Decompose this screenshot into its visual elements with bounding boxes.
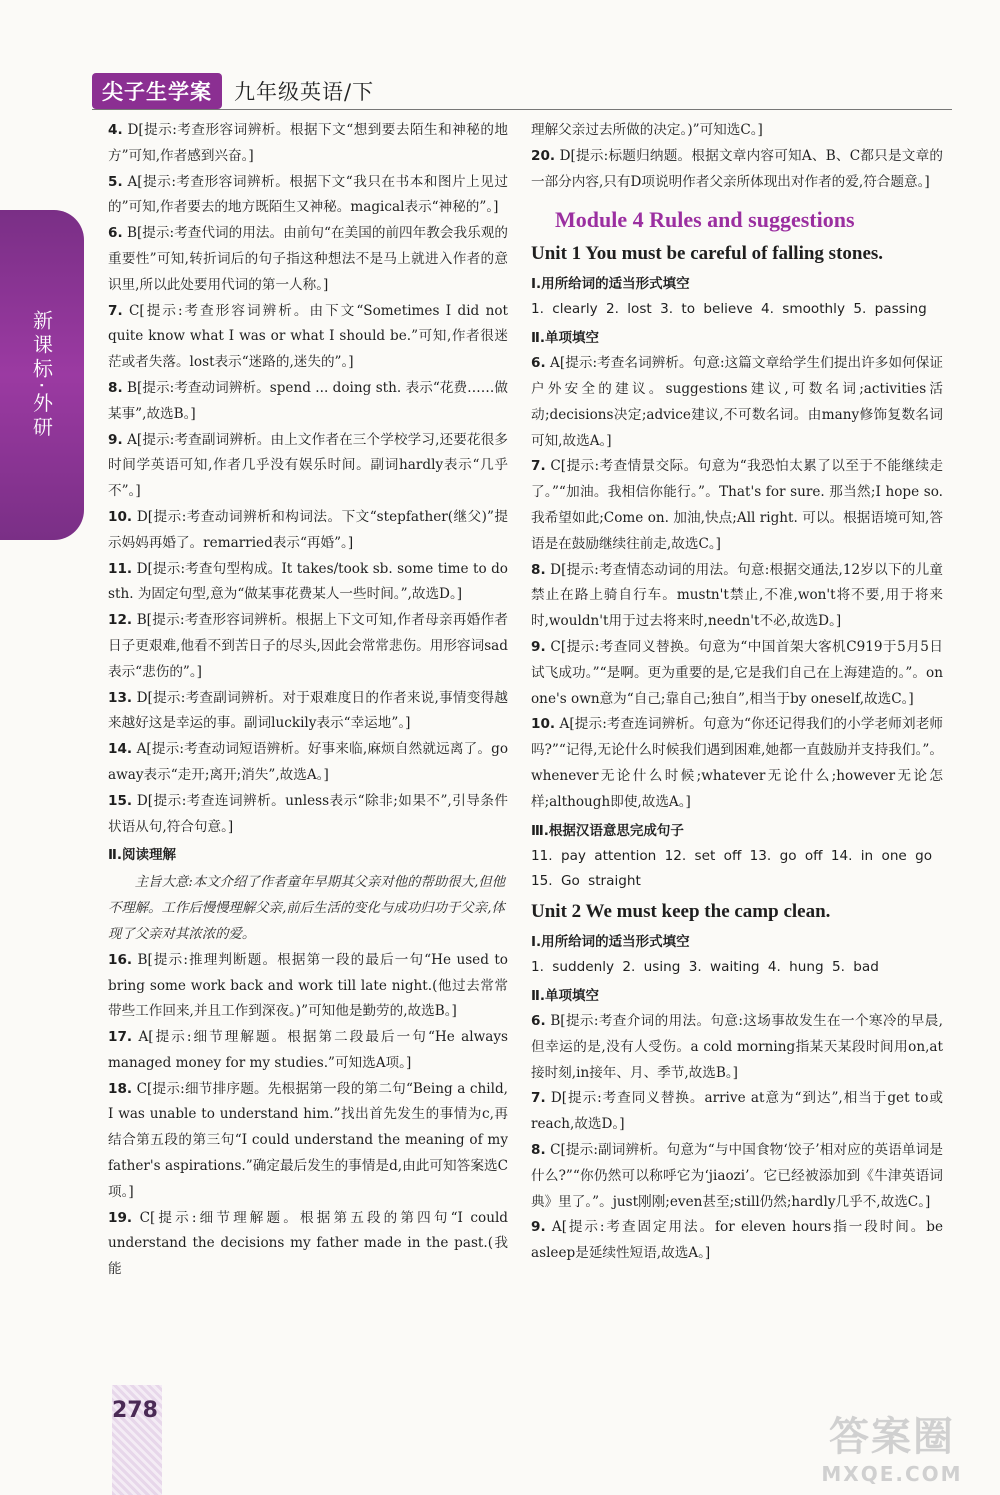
continuation-text: 理解父亲过去所做的决定。)”可知选C。] xyxy=(531,122,763,138)
answer-item xyxy=(108,376,508,428)
side-tab xyxy=(0,210,84,540)
answer-number: 8. xyxy=(531,1141,546,1158)
answer-item xyxy=(108,737,508,789)
answer-text: C[提示:细节理解题。根据第五段的第四句“I could understand the decisions my father made in the past.(我能 xyxy=(108,1209,508,1278)
answer-text: A[提示:考查固定用法。for eleven hours指一段时间。be asleep是延续性短语,故选A。] xyxy=(531,1219,944,1262)
answer-text: A[提示:考查名词辨析。句意:这篇文章给学生们提出许多如何保证户外安全的建议。suggestions建议,可数名词;activities活动;decisions决定;advice建议,不可数名词。由many修饰复数名词可知,故选A。] xyxy=(531,355,944,449)
answer-number: 18. xyxy=(108,1080,133,1097)
answer-item: 20. D[提示:标题归纳题。根据文章内容可知A、B、C都只是文章的一部分内容,只有D项说明作者父亲所体现出对作者的爱,符合题意。] xyxy=(531,147,943,190)
watermark xyxy=(812,1405,972,1486)
answer-number: 11. xyxy=(108,560,133,577)
answer-number: 6. xyxy=(531,1012,546,1029)
unit1-section3-heading: Ⅲ.根据汉语意思完成句子 xyxy=(531,822,684,839)
answer-text: A[提示:考查形容词辨析。根据下文“我只在书本和图片上见过的”可知,作者要去的地方既陌生又神秘。magical表示“神秘的”。] xyxy=(108,173,508,216)
answer-number: 4. xyxy=(108,122,123,138)
left-column xyxy=(108,118,508,1283)
answer-item xyxy=(531,1215,943,1267)
answer-text: A[提示:考查连词辨析。句意为“你还记得我们的小学老师刘老师吗?”“记得,无论什么时候我们遇到困难,她都一直鼓励并支持我们。”。whenever无论什么时候;whatever无论什么;however无论怎样;although即使,故选A。] xyxy=(531,716,943,810)
answer-number: 13. xyxy=(108,689,133,706)
unit2-answers1: 1. suddenly 2. using 3. waiting 4. hung 5. bad xyxy=(531,959,879,976)
answer-item xyxy=(108,170,508,222)
answer-text: B[提示:考查介词的用法。句意:这场事故发生在一个寒冷的早晨,但幸运的是,没有人受伤。a cold morning指某天某段时间用on,at接时刻,in接年、月、季节,故选B。] xyxy=(531,1012,943,1081)
unit1-section1-heading: Ⅰ.用所给词的适当形式填空 xyxy=(531,276,690,293)
answer-number: 7. xyxy=(531,458,546,475)
answer-text: C[提示:考查形容词辨析。由下文“Sometimes I did not quite know what I was or what I should be.”可知,作者很迷茫或者失落。lost表示“迷路的,迷失的”。] xyxy=(108,302,509,371)
answer-item xyxy=(531,1009,943,1086)
unit2-section2-heading: Ⅱ.单项填空 xyxy=(531,987,600,1004)
answer-item xyxy=(531,1086,943,1138)
answer-number: 8. xyxy=(531,561,546,578)
page-number: 278 xyxy=(112,1398,158,1423)
answer-number: 8. xyxy=(108,379,123,396)
reading-summary: 主旨大意:本文介绍了作者童年早期其父亲对他的帮助很大,但他不理解。工作后慢慢理解父亲,前后生活的变化与成功归功于父亲,体现了父亲对其浓浓的爱。 xyxy=(108,875,506,942)
header-divider xyxy=(92,109,952,110)
answer-number: 6. xyxy=(531,355,546,372)
answer-number: 15. xyxy=(108,792,133,809)
answer-item xyxy=(108,608,508,685)
watermark-site: MXQE.COM xyxy=(821,1462,963,1486)
book-subtitle: 九年级英语/下 xyxy=(234,80,375,104)
right-column xyxy=(531,118,943,1267)
answer-item xyxy=(108,948,508,1025)
answer-text: D[提示:考查形容词辨析。根据下文“想到要去陌生和神秘的地方”可知,作者感到兴奋。] xyxy=(108,122,508,164)
answer-text: B[提示:推理判断题。根据第一段的最后一句“He used to bring some work back and work till late night.(他过去常常带些工作回来,并且工作到深夜。)”可知他是勤劳的,故选B。] xyxy=(108,951,508,1020)
answer-item xyxy=(531,1138,943,1215)
answer-text: C[提示:细节排序题。先根据第一段的第二句“Being a child, I was unable to understand him.”找出首先发生的事情为c,再结合第五段的第三句“I could understand the meaning of my father's aspirations.”确定最后发生的事情是d,由此可知答案选C项。] xyxy=(108,1080,509,1200)
answer-number: 9. xyxy=(531,638,546,655)
answer-text: C[提示:考查情景交际。句意为“我恐怕太累了以至于不能继续走了。”“加油。我相信你能行。”。That's for sure. 那当然;I hope so. 我希望如此;Come on. 加油,快点;All right. 可以。根据语境可知,答语是在鼓励继续往前走,故选C。] xyxy=(531,458,943,552)
answer-item xyxy=(531,558,943,635)
answer-item xyxy=(108,1206,508,1283)
answer-text: D[提示:考查情态动词的用法。句意:根据交通法,12岁以下的儿童禁止在路上骑自行车。mustn't禁止,不准,won't将不要,用于将来时,wouldn't用于过去将来时,needn't不必,故选D。] xyxy=(531,561,943,630)
answer-text: D[提示:考查同义替换。arrive at意为“到达”,相当于get to或reach,故选D。] xyxy=(531,1090,943,1133)
answer-text: B[提示:考查动词辨析。spend ... doing sth. 表示“花费……做某事”,故选B。] xyxy=(108,379,508,422)
answer-item xyxy=(108,1025,508,1077)
answer-item xyxy=(531,454,943,557)
answer-item xyxy=(108,789,508,841)
answer-text: C[提示:考查同义替换。句意为“中国首架大客机C919于5月5日试飞成功。”“是啊。更为重要的是,它是我们自己在上海建造的。”。on one's own意为“自己;靠自己;独自”,相当于by oneself,故选C。] xyxy=(531,638,943,707)
answer-number: 14. xyxy=(108,741,133,758)
side-tab-label: 新课标·外研 xyxy=(29,309,54,441)
answer-item xyxy=(108,505,508,557)
answer-text: A[提示:细节理解题。根据第二段最后一句“He always managed money for my studies.”可知选A项。] xyxy=(108,1029,508,1071)
answer-text: D[提示:考查连词辨析。unless表示“除非;如果不”,引导条件状语从句,符合句意。] xyxy=(108,792,508,835)
answer-item xyxy=(531,712,943,815)
section-reading-heading: Ⅱ.阅读理解 xyxy=(108,847,177,864)
unit1-section2-heading: Ⅱ.单项填空 xyxy=(531,330,600,347)
answer-number: 17. xyxy=(108,1029,133,1046)
answer-item xyxy=(531,351,943,454)
answer-text: A[提示:考查副词辨析。由上文作者在三个学校学习,还要花很多时间学英语可知,作者几乎没有娱乐时间。副词hardly表示“几乎不”。] xyxy=(108,431,508,500)
unit2-section1-heading: Ⅰ.用所给词的适当形式填空 xyxy=(531,934,690,951)
answer-number: 12. xyxy=(108,612,133,629)
answer-number: 5. xyxy=(108,173,123,190)
page-header xyxy=(92,74,374,108)
answer-text: D[提示:考查副词辨析。对于艰难度日的作者来说,事情变得越来越好这是幸运的事。副词luckily表示“幸运地”。] xyxy=(108,689,508,732)
answer-item xyxy=(108,428,508,505)
answer-number: 19. xyxy=(108,1209,133,1226)
answer-item xyxy=(108,118,508,170)
unit1-answers3: 11. pay attention 12. set off 13. go off 14. in one go 15. Go straight xyxy=(531,847,933,890)
unit1-title: Unit 1 You must be careful of falling stones. xyxy=(531,243,884,265)
module-title: Module 4 Rules and suggestions xyxy=(555,207,855,233)
answer-number: 7. xyxy=(531,1090,546,1107)
unit2-title: Unit 2 We must keep the camp clean. xyxy=(531,901,831,923)
answer-number: 16. xyxy=(108,951,133,968)
answer-item xyxy=(108,299,508,376)
answer-number: 7. xyxy=(108,302,123,319)
answer-text: B[提示:考查形容词辨析。根据上下文可知,作者母亲再婚作者日子更艰难,他看不到苦日子的尽头,因此会常常悲伤。用形容词sad表示“悲伤的”。] xyxy=(108,612,508,680)
answer-text: A[提示:考查动词短语辨析。好事来临,麻烦自然就远离了。go away表示“走开;离开;消失”,故选A。] xyxy=(108,741,508,783)
answer-text: C[提示:副词辨析。句意为“与中国食物‘饺子’相对应的英语单词是什么?”“你仍然可以称呼它为‘jiaozi’。它已经被添加到《牛津英语词典》里了。”。just刚刚;even甚至;still仍然;hardly几乎不,故选C。] xyxy=(531,1141,944,1210)
answer-item xyxy=(108,686,508,738)
answer-number: 10. xyxy=(108,508,133,525)
answer-item xyxy=(108,1077,508,1206)
answer-number: 9. xyxy=(531,1219,546,1236)
answer-item xyxy=(531,635,943,712)
answer-text: D[提示:考查动词辨析和构词法。下文“stepfather(继父)”提示妈妈再婚了。remarried表示“再婚”。] xyxy=(108,508,508,551)
answer-text: B[提示:考查代词的用法。由前句“在美国的前四年教会我乐观的重要性”可知,转折词后的句子指这种想法不是马上就进入作者的意识里,所以此处要用代词的第一人称。] xyxy=(108,225,508,293)
answer-number: 6. xyxy=(108,225,123,242)
brand-label: 尖子生学案 xyxy=(92,73,222,109)
answer-item xyxy=(108,221,508,298)
unit1-answers1: 1. clearly 2. lost 3. to believe 4. smoothly 5. passing xyxy=(531,301,927,318)
watermark-logo-text: 答案圈 xyxy=(829,1414,955,1460)
answer-text: D[提示:考查句型构成。It takes/took sb. some time to do sth. 为固定句型,意为“做某事花费某人一些时间。”,故选D。] xyxy=(108,560,508,603)
answer-number: 10. xyxy=(531,716,556,733)
answer-number: 9. xyxy=(108,431,123,448)
answer-item xyxy=(108,557,508,609)
